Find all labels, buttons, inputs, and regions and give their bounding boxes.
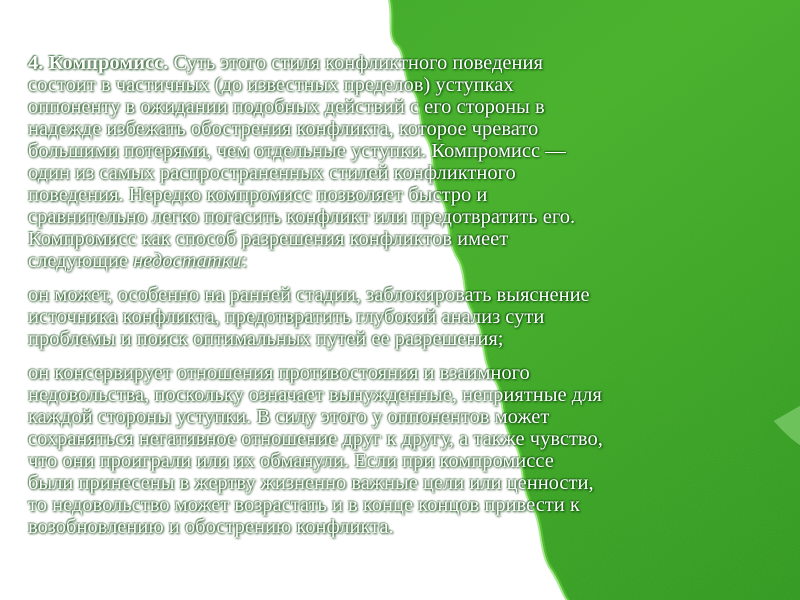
slide-content — [12, 52, 782, 572]
bullet-marker: • — [12, 363, 19, 383]
slide-text-line: состоит в частичных (до известных пределов) уступках — [28, 74, 514, 96]
bullet-list — [12, 52, 782, 538]
slide-text-line: проблемы и поиск оптимальных путей ее разрешения; — [28, 328, 504, 350]
slide-text-line: были принесены в жертву жизненно важные цели или ценности, — [28, 472, 594, 494]
slide-text-line: сохраняться негативное отношение друг к другу, а также чувство, — [28, 428, 603, 450]
slide-text-line — [28, 250, 782, 272]
slide-text-line: источника конфликта, предотвратить глубокий анализ сути — [28, 306, 545, 328]
bullet-item-first-disadvantage — [12, 284, 782, 350]
slide-text-line: каждой стороны уступки. В силу этого у оппонентов может — [28, 406, 550, 428]
slide-text-line: что они проиграли или их обманули. Если при компромиссе — [28, 450, 554, 472]
compromise-heading-text: Суть этого стиля конфликтного поведения — [168, 52, 543, 74]
slide-text-line: надежде избежать обострения конфликта, которое чревато — [28, 118, 539, 140]
disadvantages-intro: следующие — [28, 250, 134, 272]
bullet-marker: • — [12, 53, 19, 73]
slide-text-line: возобновлению и обострению конфликта. — [28, 516, 394, 538]
slide-text-line: большими потерями, чем отдельные уступки. Компромисс — — [28, 140, 566, 162]
slide-text-line: он может, особенно на ранней стадии, заблокировать выяснение — [28, 284, 590, 306]
slide-text-line: сравнительно легко погасить конфликт или предотвратить его. — [28, 206, 576, 228]
slide-text-line: поведения. Нередко компромисс позволяет быстро и — [28, 184, 488, 206]
slide-text-line — [28, 52, 782, 74]
slide-text-line: он консервирует отношения противостояния и взаимного — [28, 362, 530, 384]
disadvantages-colon: : — [241, 250, 248, 272]
compromise-heading: 4. Компромисс. — [28, 52, 169, 74]
slide-text-line: Компромисс как способ разрешения конфликтов имеет — [28, 228, 509, 250]
bullet-marker: • — [12, 285, 19, 305]
slide-text-line: оппоненту в ожидании подобных действий с его стороны в — [28, 96, 545, 118]
bullet-item-compromise-definition — [12, 52, 782, 272]
slide-text-line: один из самых распространенных стилей конфликтного — [28, 162, 516, 184]
slide-text-line: недовольства, поскольку означает вынужденные, неприятные для — [28, 384, 602, 406]
disadvantages-term: недостатки — [133, 250, 242, 272]
bullet-item-second-disadvantage — [12, 362, 782, 538]
slide-text-line: то недовольство может возрастать и в конце концов привести к — [28, 494, 580, 516]
